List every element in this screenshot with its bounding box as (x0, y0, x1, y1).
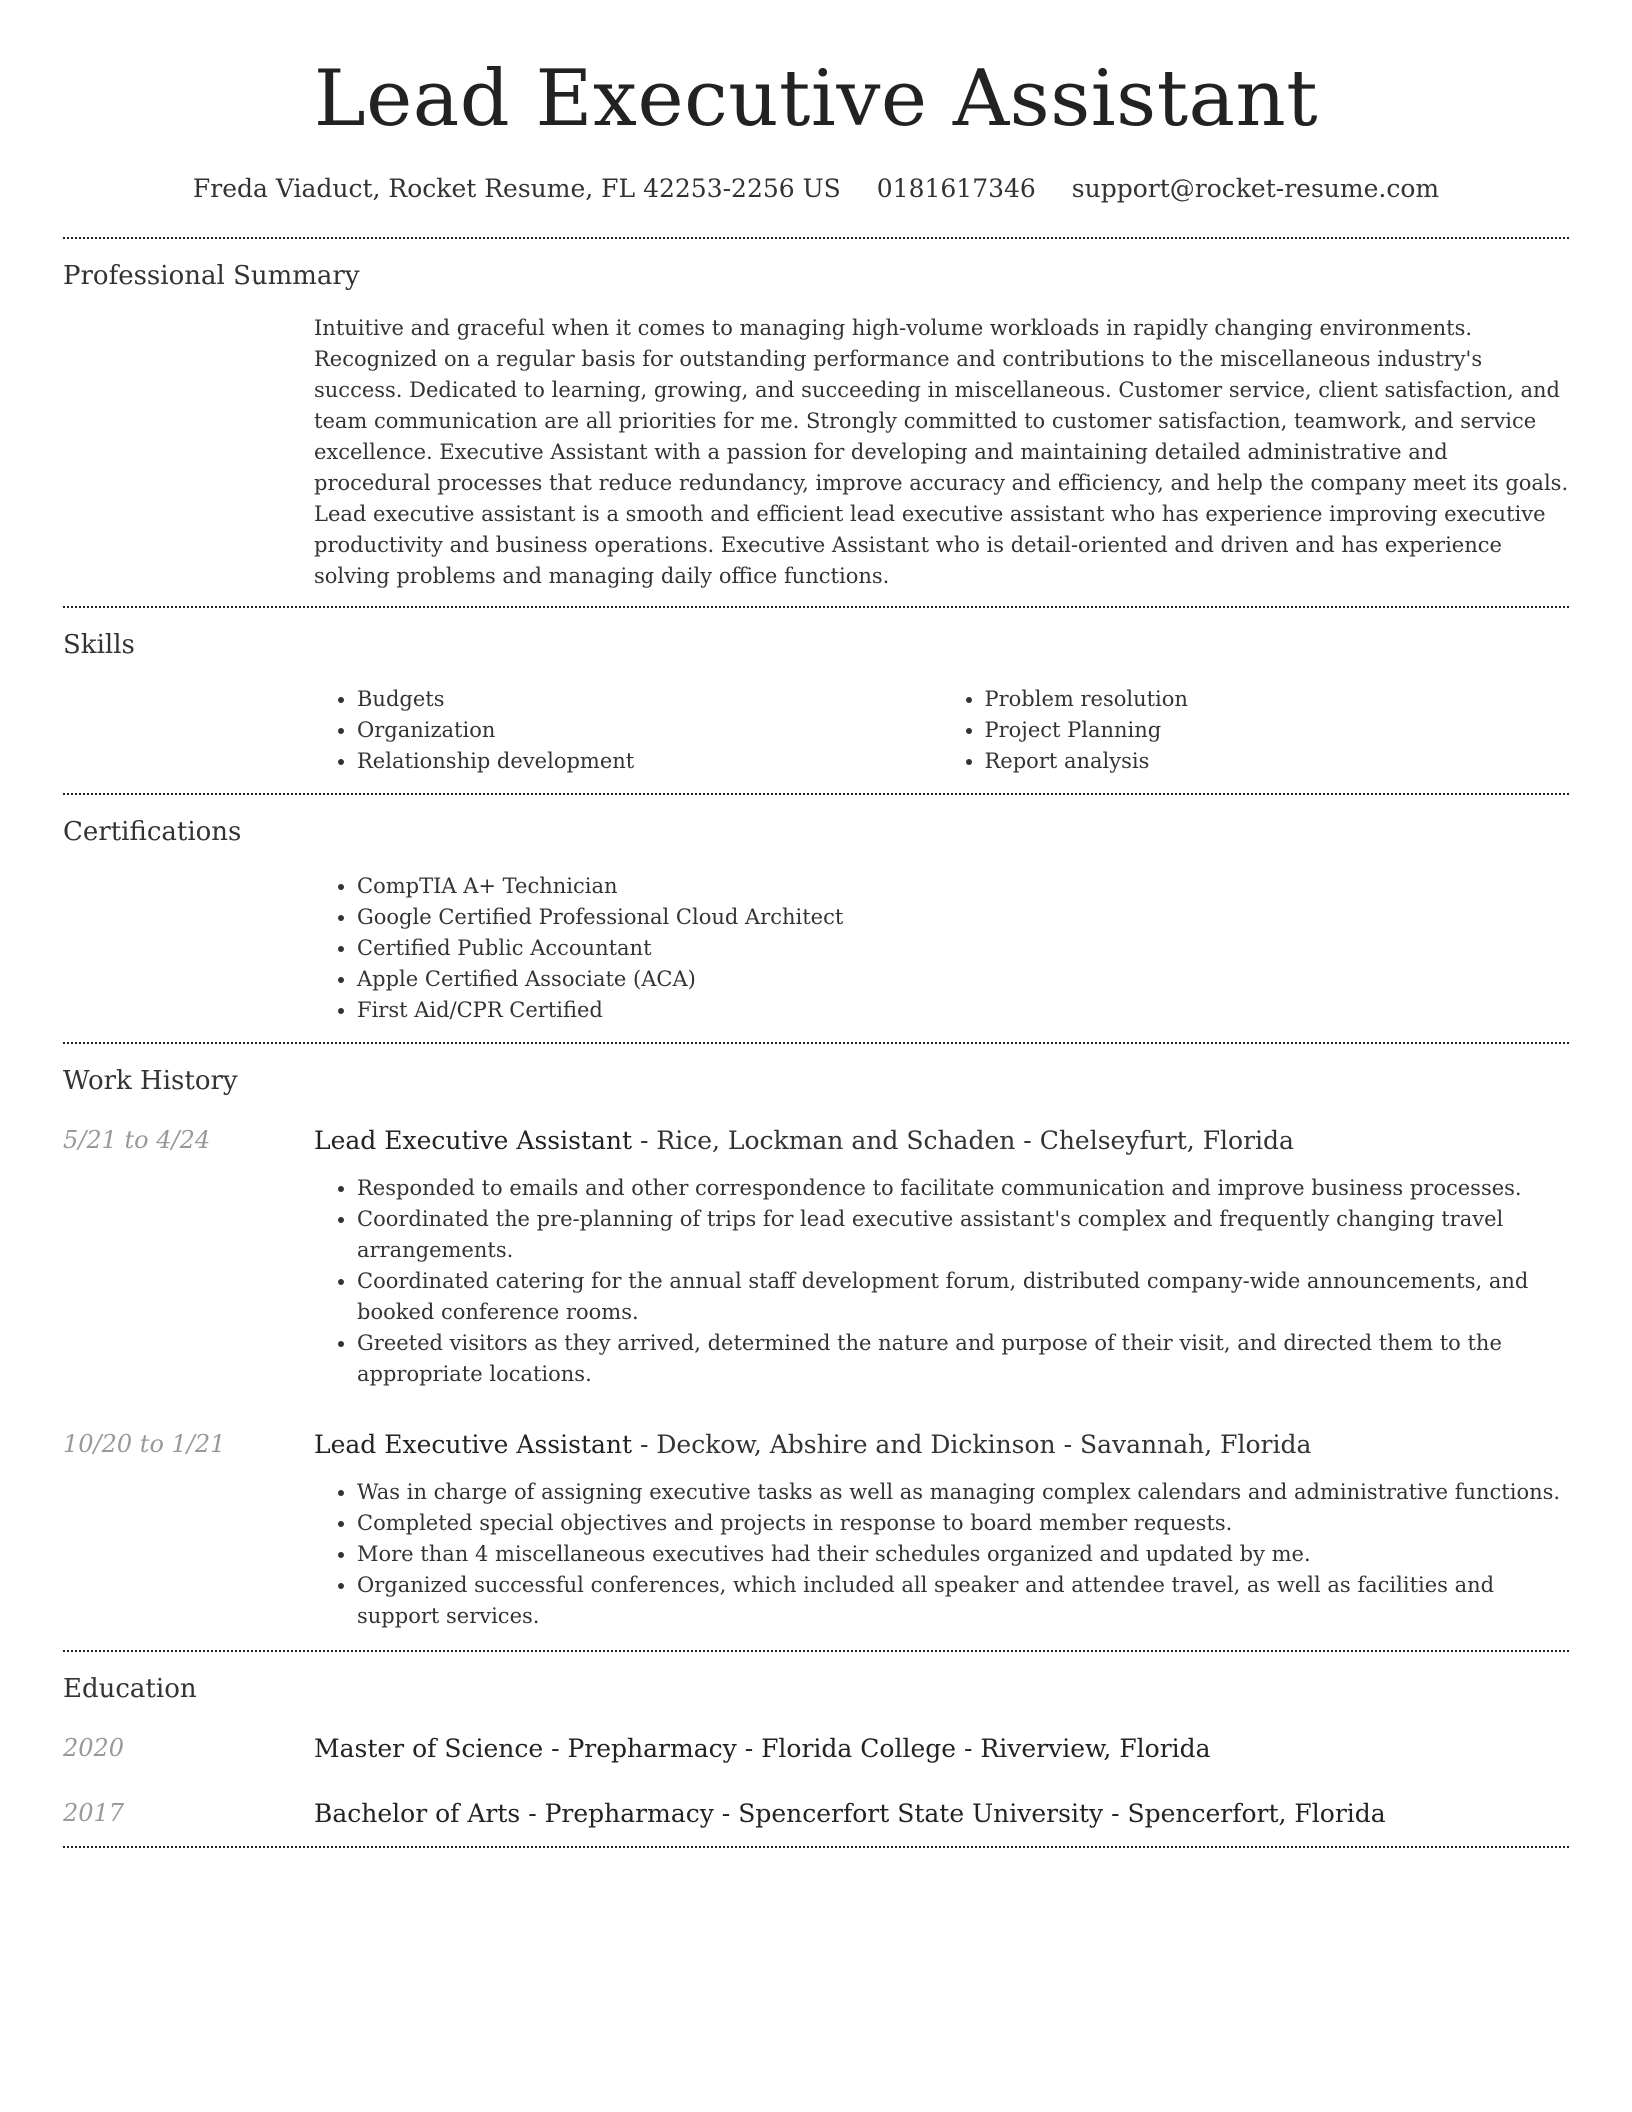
education-entry-main (314, 1799, 1569, 1828)
certification-item: • Google Certified Professional Cloud Architect (357, 902, 1569, 933)
work-bullet: • More than 4 miscellaneous executives had their schedules organized and updated by me. (357, 1539, 1569, 1570)
summary-section (63, 261, 1569, 606)
education-entry-title (314, 1799, 1569, 1828)
work-bullets (314, 1477, 1569, 1632)
work-bullet: • Organized successful conferences, which included all speaker and attendee travel, as well as facilities and support services. (357, 1570, 1569, 1632)
work-bullet: • Responded to emails and other correspondence to facilitate communication and improve business processes. (357, 1173, 1569, 1204)
education-year: 2017 (63, 1799, 125, 1827)
work-role: Lead Executive Assistant (314, 1126, 633, 1155)
education-entry-main (314, 1734, 1569, 1763)
work-bullet: • Coordinated catering for the annual staff development forum, distributed company-wide announcements, and booked conference rooms. (357, 1266, 1569, 1328)
work-company: - Deckow, Abshire and Dickinson - Savannah, Florida (632, 1430, 1312, 1459)
work-company: - Rice, Lockman and Schaden - Chelseyfurt, Florida (632, 1126, 1294, 1155)
skill-item: • Project Planning (985, 715, 1570, 746)
contact-email: support@rocket-resume.com (1071, 174, 1440, 203)
contact-line (63, 174, 1569, 203)
skills-section (63, 630, 1569, 793)
section-title-work: Work History (63, 1066, 238, 1096)
certification-item: • Apple Certified Associate (ACA) (357, 964, 1569, 995)
work-bullet: • Completed special objectives and projects in response to board member requests. (357, 1508, 1569, 1539)
skills-grid (314, 684, 1569, 793)
certifications-section (63, 817, 1569, 1042)
work-entry-main (314, 1430, 1569, 1632)
skill-item: • Organization (357, 715, 942, 746)
work-bullet: • Greeted visitors as they arrived, determined the nature and purpose of their visit, and directed them to the appropriate locations. (357, 1328, 1569, 1390)
section-divider (63, 1650, 1569, 1652)
work-entry (63, 1126, 1569, 1390)
work-history-section (63, 1066, 1569, 1650)
skill-item: • Budgets (357, 684, 942, 715)
education-section (63, 1674, 1569, 1846)
work-dates: 5/21 to 4/24 (63, 1126, 211, 1154)
certification-item: • First Aid/CPR Certified (357, 995, 1569, 1026)
work-bullet: • Was in charge of assigning executive tasks as well as managing complex calendars and administrative functions. (357, 1477, 1569, 1508)
section-divider (63, 237, 1569, 239)
education-entry (63, 1734, 1569, 1763)
education-degree: Master of Science - Prepharmacy (314, 1734, 737, 1763)
education-degree: Bachelor of Arts - Prepharmacy (314, 1799, 714, 1828)
resume-name: Lead Executive Assistant (313, 54, 1319, 144)
work-dates: 10/20 to 1/21 (63, 1430, 226, 1458)
education-year: 2020 (63, 1734, 125, 1762)
education-school: - Florida College - Riverview, Florida (736, 1734, 1211, 1763)
work-entry-main (314, 1126, 1569, 1390)
section-title-education: Education (63, 1674, 197, 1704)
section-title-skills: Skills (63, 630, 135, 660)
skills-list-right (942, 684, 1570, 777)
skills-list-left (314, 684, 942, 777)
section-divider (63, 1846, 1569, 1848)
work-entry-title (314, 1430, 1569, 1459)
certification-item: • CompTIA A+ Technician (357, 871, 1569, 902)
contact-phone: 0181617346 (876, 174, 1036, 203)
section-title-certifications: Certifications (63, 817, 242, 847)
certification-item: • Certified Public Accountant (357, 933, 1569, 964)
certifications-list (314, 871, 1569, 1026)
section-divider (63, 793, 1569, 795)
summary-text: Intuitive and graceful when it comes to managing high-volume workloads in rapidly changing environments. Recognized on a regular basis for outstanding performance and contributions to the miscellaneous industry's success. Dedicated to learning, growing, and succeeding in miscellaneous. Customer service, client satisfaction, and team communication are all priorities for me. Strongly committed to customer satisfaction, teamwork, and service excellence. Executive Assistant with a passion for developing and maintaining detailed administrative and procedural processes that reduce redundancy, improve accuracy and efficiency, and help the company meet its goals. Lead executive assistant is a smooth and efficient lead executive assistant who has experience improving executive productivity and business operations. Executive Assistant who is detail-oriented and driven and has experience solving problems and managing daily office functions. (314, 316, 1569, 588)
work-entry (63, 1430, 1569, 1650)
section-title-summary: Professional Summary (63, 261, 360, 291)
work-role: Lead Executive Assistant (314, 1430, 633, 1459)
section-divider (63, 606, 1569, 608)
work-bullets (314, 1173, 1569, 1390)
skill-item: • Problem resolution (985, 684, 1570, 715)
certifications-body (314, 871, 1569, 1042)
education-entry-title (314, 1734, 1569, 1763)
section-divider (63, 1042, 1569, 1044)
contact-address: Freda Viaduct, Rocket Resume, FL 42253-2256 US (192, 174, 841, 203)
education-entry (63, 1799, 1569, 1846)
work-bullet: • Coordinated the pre-planning of trips for lead executive assistant's complex and frequently changing travel arrangements. (357, 1204, 1569, 1266)
work-entry-title (314, 1126, 1569, 1155)
skill-item: • Relationship development (357, 746, 942, 777)
education-school: - Spencerfort State University - Spencerfort, Florida (713, 1799, 1386, 1828)
skill-item: • Report analysis (985, 746, 1570, 777)
